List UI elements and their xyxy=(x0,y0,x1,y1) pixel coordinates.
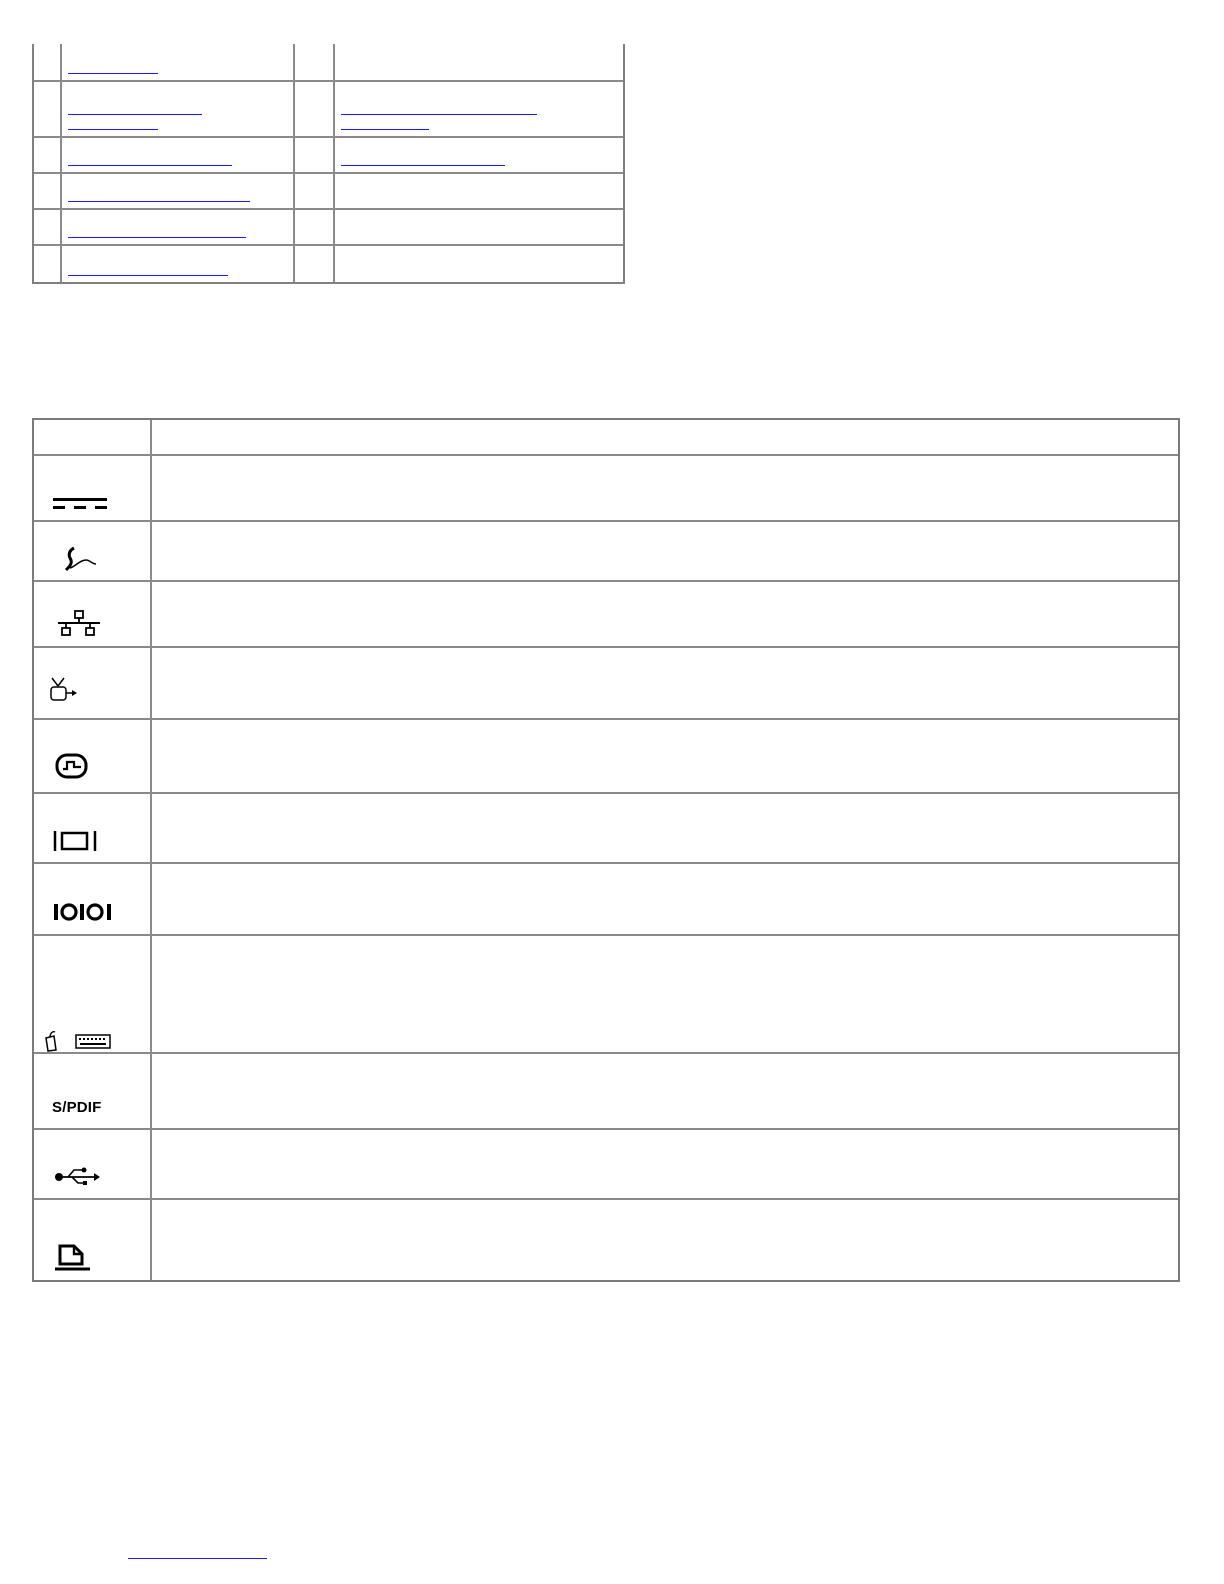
table-cell xyxy=(62,246,295,282)
table-cell xyxy=(335,210,623,246)
section-link[interactable] xyxy=(68,117,158,130)
table-cell xyxy=(295,246,335,282)
icon-cell xyxy=(34,794,152,864)
icon-cell xyxy=(34,936,152,1054)
table-row xyxy=(34,44,623,82)
icon-cell xyxy=(34,648,152,720)
video-monitor-icon xyxy=(34,830,150,862)
description-cell xyxy=(152,1200,1178,1280)
icon-cell xyxy=(34,456,152,522)
table-row xyxy=(34,456,1178,522)
icon-cell xyxy=(34,1200,152,1280)
table-row xyxy=(34,522,1178,582)
icon-cell xyxy=(34,720,152,794)
spdif-label: S/PDIF xyxy=(52,1099,102,1116)
modem-icon xyxy=(34,546,150,580)
table-cell xyxy=(295,174,335,210)
table-cell xyxy=(335,246,623,282)
table-row xyxy=(34,582,1178,648)
table-cell xyxy=(34,210,62,246)
table-row xyxy=(34,1054,1178,1130)
tv-out-icon xyxy=(34,676,150,718)
table-row xyxy=(34,210,623,246)
table-cell xyxy=(335,138,623,174)
table-row xyxy=(34,936,1178,1054)
table-header-cell xyxy=(34,420,152,456)
description-cell xyxy=(152,864,1178,936)
table-cell xyxy=(335,174,623,210)
description-cell xyxy=(152,1054,1178,1130)
table-cell xyxy=(62,44,295,82)
table-cell xyxy=(295,210,335,246)
icon-cell xyxy=(34,1130,152,1200)
table-cell xyxy=(295,44,335,82)
section-link[interactable] xyxy=(68,153,232,166)
section-link[interactable] xyxy=(68,189,250,202)
table-cell xyxy=(62,174,295,210)
description-cell xyxy=(152,720,1178,794)
section-link[interactable] xyxy=(68,263,228,276)
description-cell xyxy=(152,582,1178,648)
table-cell xyxy=(62,138,295,174)
network-icon xyxy=(34,610,150,646)
icon-cell xyxy=(34,522,152,582)
icon-cell xyxy=(34,582,152,648)
table-header-row xyxy=(34,420,1178,456)
section-link[interactable] xyxy=(341,117,429,130)
table-cell xyxy=(34,174,62,210)
table-cell xyxy=(34,246,62,282)
table-row xyxy=(34,720,1178,794)
table-cell xyxy=(34,138,62,174)
table-cell xyxy=(62,210,295,246)
section-link[interactable] xyxy=(68,225,246,238)
serial-port-icon xyxy=(34,902,150,934)
table-cell xyxy=(34,44,62,82)
dc-power-icon xyxy=(34,496,150,520)
table-cell xyxy=(295,138,335,174)
description-cell xyxy=(152,522,1178,582)
description-cell xyxy=(152,648,1178,720)
icon-cell xyxy=(34,864,152,936)
icon-cell xyxy=(34,1054,152,1130)
description-cell xyxy=(152,456,1178,522)
parallel-printer-icon xyxy=(34,1242,150,1280)
section-link[interactable] xyxy=(341,102,537,115)
table-cell xyxy=(335,82,623,138)
top-link-table xyxy=(32,44,625,284)
table-row xyxy=(34,82,623,138)
audio-connector-icon xyxy=(34,752,150,792)
table-cell xyxy=(335,44,623,82)
table-row xyxy=(34,864,1178,936)
table-row xyxy=(34,1200,1178,1280)
mouse-keyboard-icon xyxy=(34,1024,150,1052)
table-row xyxy=(34,246,623,282)
description-cell xyxy=(152,936,1178,1054)
description-cell xyxy=(152,1130,1178,1200)
table-row xyxy=(34,138,623,174)
table-header-cell xyxy=(152,420,1178,456)
table-row xyxy=(34,174,623,210)
section-link[interactable] xyxy=(341,153,505,166)
table-row xyxy=(34,648,1178,720)
table-row xyxy=(34,794,1178,864)
footer-link[interactable] xyxy=(128,1544,267,1559)
table-row xyxy=(34,1130,1178,1200)
table-cell xyxy=(34,82,62,138)
table-cell xyxy=(295,82,335,138)
table-cell xyxy=(62,82,295,138)
section-link[interactable] xyxy=(68,102,202,115)
connector-icon-table xyxy=(32,418,1180,1282)
description-cell xyxy=(152,794,1178,864)
usb-icon xyxy=(34,1166,150,1198)
section-link[interactable] xyxy=(68,61,158,74)
